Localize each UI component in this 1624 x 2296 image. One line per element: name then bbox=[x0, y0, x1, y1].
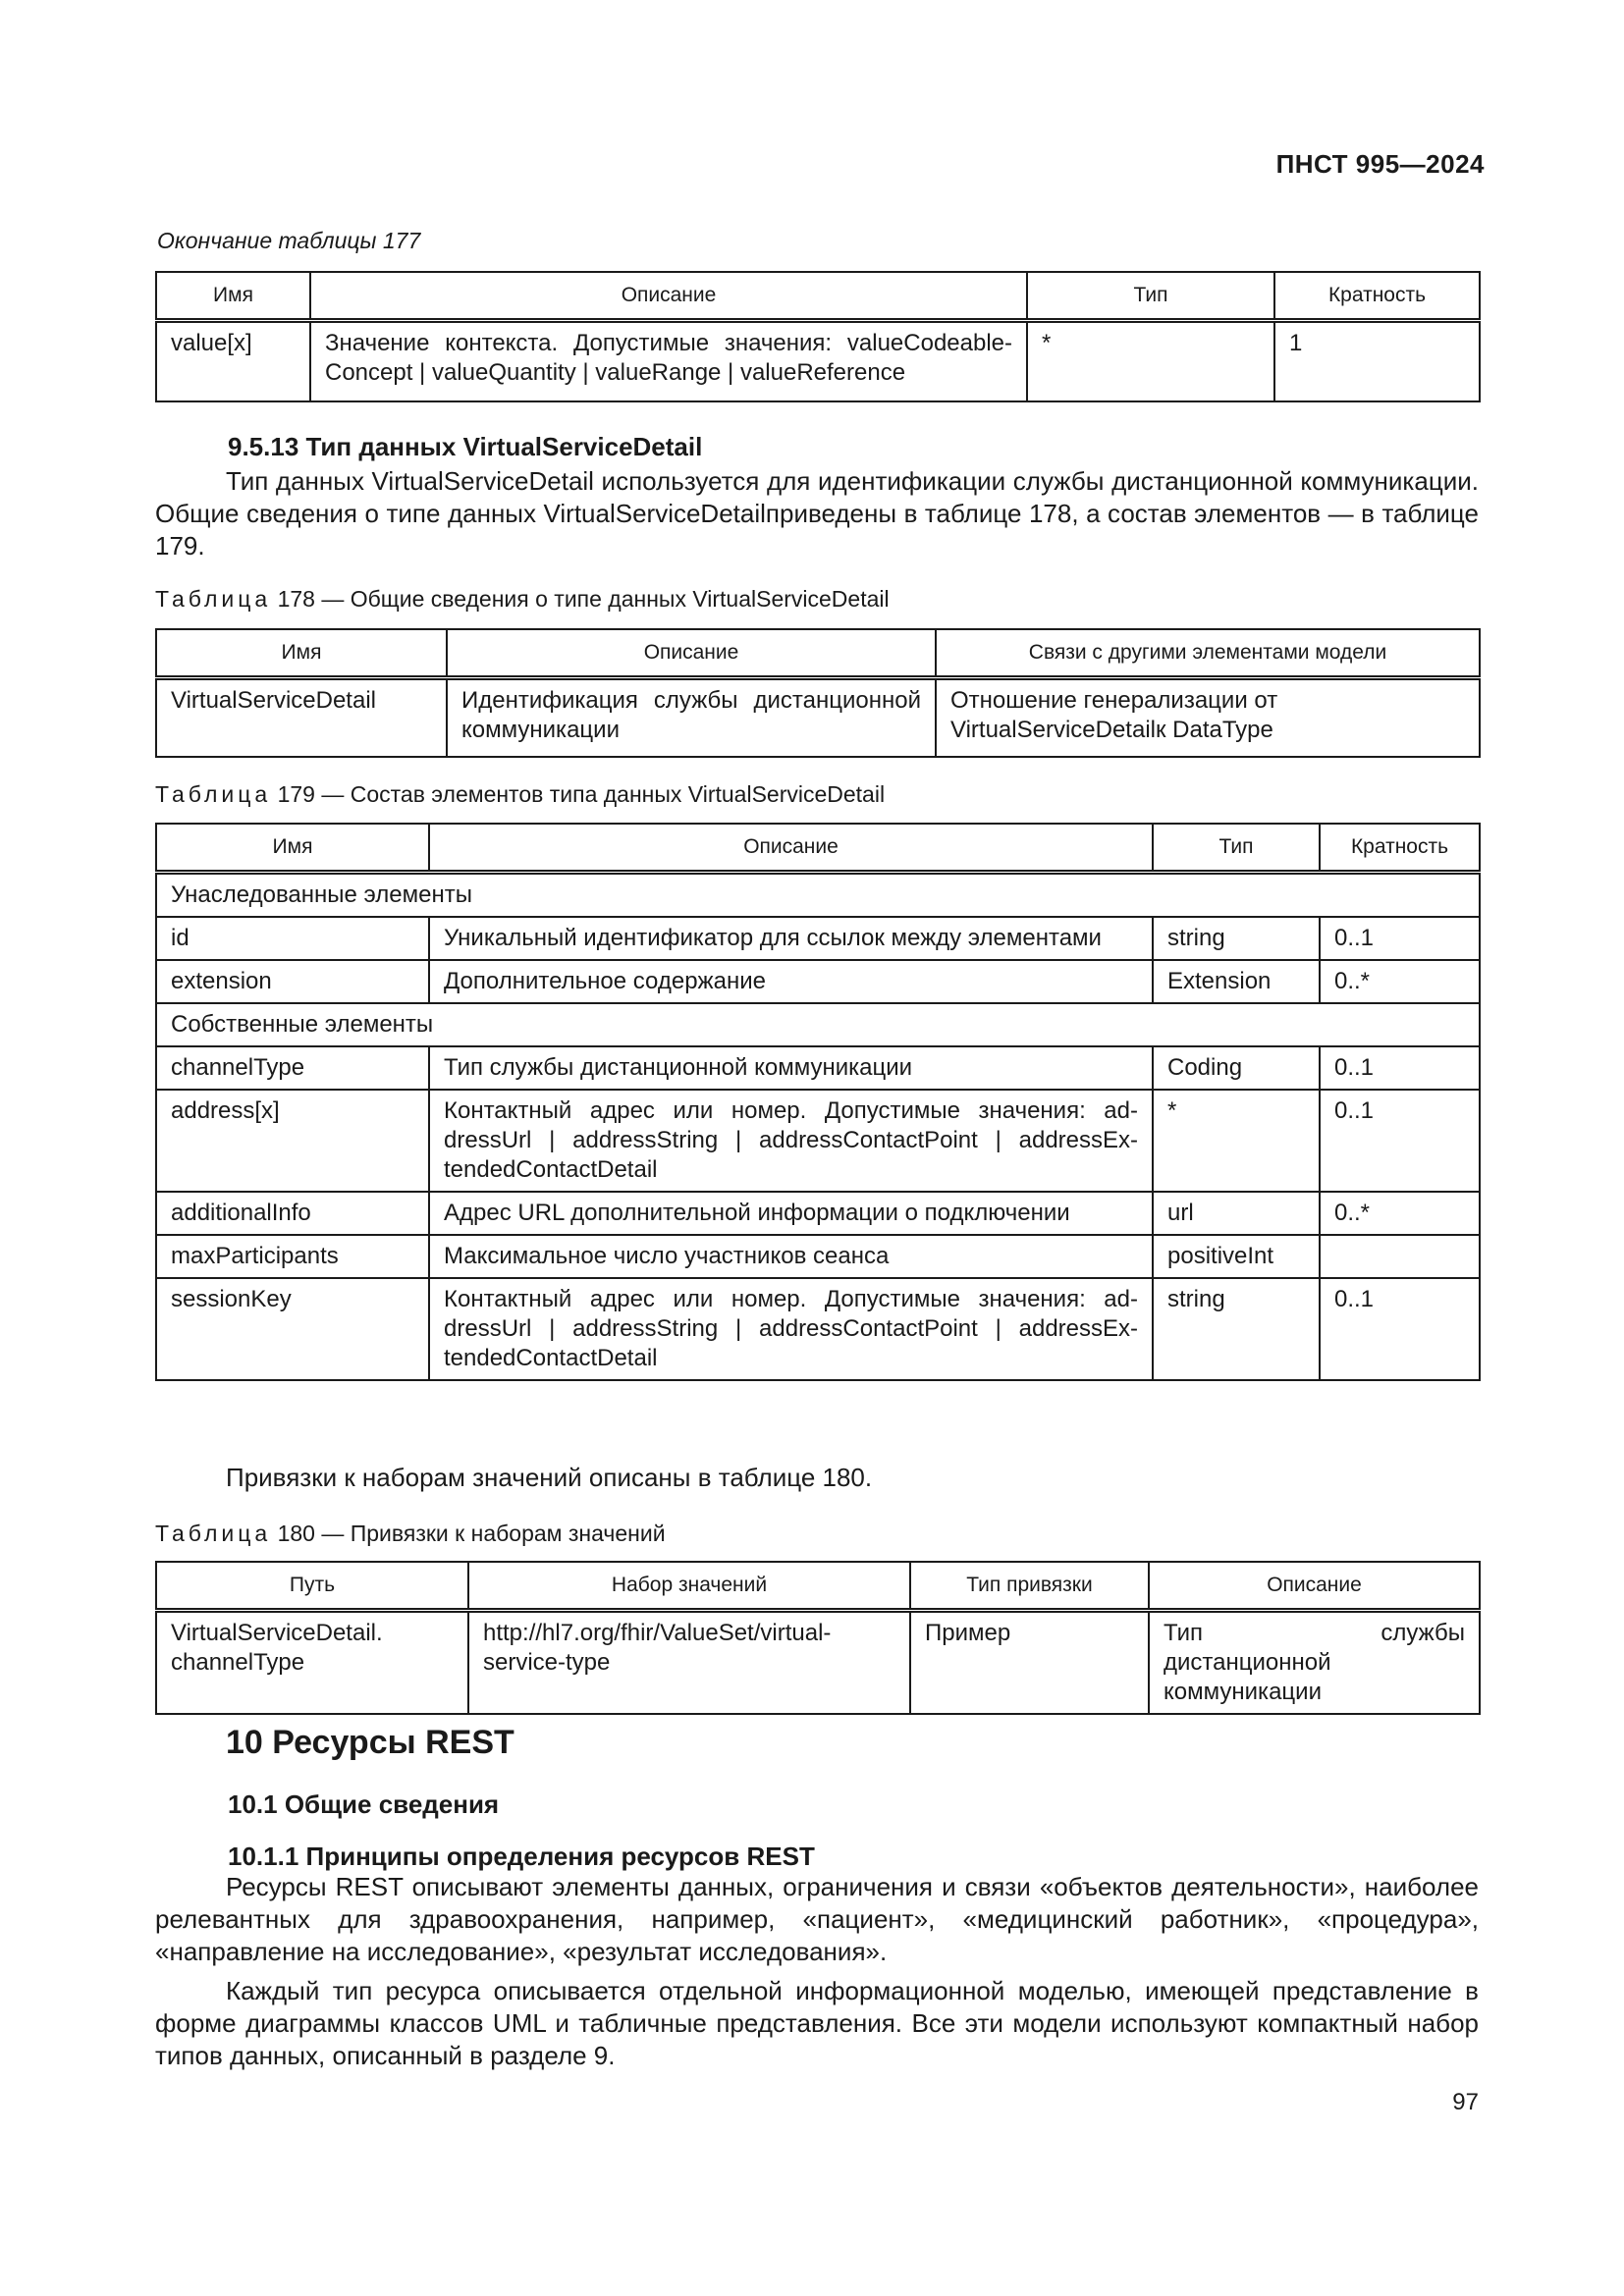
section-heading-10: 10 Ресурсы REST bbox=[226, 1724, 514, 1761]
column-header: Описание bbox=[447, 629, 936, 678]
group-row bbox=[156, 873, 1480, 918]
table-header-row bbox=[156, 824, 1480, 873]
cell-cardinality: 0..1 bbox=[1320, 1046, 1480, 1090]
table-row bbox=[156, 321, 1480, 401]
cell-type: positiveInt bbox=[1153, 1235, 1320, 1278]
page-number: 97 bbox=[1452, 2089, 1479, 2115]
table-header-row bbox=[156, 1562, 1480, 1611]
table-177 bbox=[155, 271, 1481, 402]
bindings-note: Привязки к наборам значений описаны в таблице 180. bbox=[226, 1463, 873, 1492]
table-180-caption: Таблица 180 — Привязки к наборам значений bbox=[155, 1521, 666, 1546]
document-code: ПНСТ 995—2024 bbox=[1275, 149, 1485, 179]
cell-cardinality: 0..* bbox=[1320, 960, 1480, 1003]
column-header: Связи с другими элементами модели bbox=[936, 629, 1480, 678]
table-180 bbox=[155, 1561, 1481, 1715]
section-9-5-13-text: Тип данных VirtualServiceDetail используется для идентификации службы дистанционной коммуникации. Общие сведения о типе данных VirtualServiceDetailприведены в таблице 178, а состав элементов — в таблице 179. bbox=[155, 466, 1479, 561]
group-label-own: Собственные элементы bbox=[156, 1003, 1480, 1046]
section-10-paragraph-1: Ресурсы REST описывают элементы данных, ограничения и связи «объектов деятельности», наиболее релевантных для здравоохранения, например, «пациент», «медицинский работник», «процедура», «направление на исследование», «результат исследования». bbox=[155, 1872, 1479, 1966]
section-10-paragraph-2: Каждый тип ресурса описывается отдельной информационной моделью, имеющей представление в форме диаграммы классов UML и табличные представления. Все эти модели используют компактный набор типов данных, описанный в разделе 9. bbox=[155, 1976, 1479, 2070]
cell-type: Extension bbox=[1153, 960, 1320, 1003]
column-header: Тип привязки bbox=[910, 1562, 1149, 1611]
table-row bbox=[156, 917, 1480, 960]
cell-description: Идентификация службы дистанционной коммуникации bbox=[447, 678, 936, 757]
cell-description: Адрес URL дополнительной информации о подключении bbox=[429, 1192, 1153, 1235]
cell-path: VirtualServiceDetail. channelType bbox=[156, 1611, 468, 1715]
cell-cardinality bbox=[1320, 1235, 1480, 1278]
column-header: Набор значений bbox=[468, 1562, 910, 1611]
cell-name: channelType bbox=[156, 1046, 429, 1090]
cell-name: extension bbox=[156, 960, 429, 1003]
table-179 bbox=[155, 823, 1481, 1381]
cell-description: Тип службы дистанционной коммуникации bbox=[429, 1046, 1153, 1090]
cell-description: Уникальный идентификатор для ссылок между элементами bbox=[429, 917, 1153, 960]
cell-type: string bbox=[1153, 1278, 1320, 1380]
cell-name: value[x] bbox=[156, 321, 310, 401]
group-label-inherited: Унаследованные элементы bbox=[156, 873, 1480, 918]
table-178-caption: Таблица 178 — Общие сведения о типе данных VirtualServiceDetail bbox=[155, 586, 890, 612]
cell-type: * bbox=[1153, 1090, 1320, 1192]
cell-description: Контактный адрес или номер. Допустимые значения: ad-dressUrl | addressString | addressContactPoint | addressEx-tendedContactDetail bbox=[429, 1278, 1153, 1380]
table-header-row bbox=[156, 272, 1480, 321]
cell-type: url bbox=[1153, 1192, 1320, 1235]
cell-binding-type: Пример bbox=[910, 1611, 1149, 1715]
cell-cardinality: 1 bbox=[1274, 321, 1480, 401]
cell-cardinality: 0..1 bbox=[1320, 1278, 1480, 1380]
section-heading-9-5-13: 9.5.13 Тип данных VirtualServiceDetail bbox=[228, 432, 703, 461]
column-header: Описание bbox=[429, 824, 1153, 873]
cell-name: sessionKey bbox=[156, 1278, 429, 1380]
cell-links: Отношение генерализации от VirtualServiceDetailк DataType bbox=[936, 678, 1480, 757]
column-header: Путь bbox=[156, 1562, 468, 1611]
cell-description: Значение контекста. Допустимые значения: valueCodeable-Concept | valueQuantity | valueRange | valueReference bbox=[310, 321, 1027, 401]
cell-description: Дополнительное содержание bbox=[429, 960, 1153, 1003]
cell-type: * bbox=[1027, 321, 1274, 401]
table-179-caption: Таблица 179 — Состав элементов типа данных VirtualServiceDetail bbox=[155, 781, 886, 807]
table-header-row bbox=[156, 629, 1480, 678]
cell-description: Контактный адрес или номер. Допустимые значения: ad-dressUrl | addressString | addressContactPoint | addressEx-tendedContactDetail bbox=[429, 1090, 1153, 1192]
cell-type: Coding bbox=[1153, 1046, 1320, 1090]
column-header: Описание bbox=[1149, 1562, 1480, 1611]
cell-name: address[x] bbox=[156, 1090, 429, 1192]
table-178 bbox=[155, 628, 1481, 758]
column-header: Описание bbox=[310, 272, 1027, 321]
column-header: Кратность bbox=[1274, 272, 1480, 321]
cell-type: string bbox=[1153, 917, 1320, 960]
cell-name: VirtualServiceDetail bbox=[156, 678, 447, 757]
table-row bbox=[156, 960, 1480, 1003]
section-heading-10-1: 10.1 Общие сведения bbox=[228, 1789, 500, 1819]
table-continuation-label: Окончание таблицы 177 bbox=[157, 228, 421, 253]
cell-description: Максимальное число участников сеанса bbox=[429, 1235, 1153, 1278]
table-row bbox=[156, 1278, 1480, 1380]
table-row bbox=[156, 1090, 1480, 1192]
table-row bbox=[156, 1235, 1480, 1278]
section-heading-10-1-1: 10.1.1 Принципы определения ресурсов REST bbox=[228, 1842, 815, 1871]
column-header: Тип bbox=[1153, 824, 1320, 873]
cell-name: id bbox=[156, 917, 429, 960]
table-row bbox=[156, 1611, 1480, 1715]
cell-cardinality: 0..* bbox=[1320, 1192, 1480, 1235]
group-row bbox=[156, 1003, 1480, 1046]
column-header: Кратность bbox=[1320, 824, 1480, 873]
column-header: Имя bbox=[156, 824, 429, 873]
column-header: Тип bbox=[1027, 272, 1274, 321]
table-row bbox=[156, 678, 1480, 757]
cell-name: additionalInfo bbox=[156, 1192, 429, 1235]
cell-valueset: http://hl7.org/fhir/ValueSet/virtual-service-type bbox=[468, 1611, 910, 1715]
cell-cardinality: 0..1 bbox=[1320, 1090, 1480, 1192]
column-header: Имя bbox=[156, 272, 310, 321]
table-row bbox=[156, 1046, 1480, 1090]
table-row bbox=[156, 1192, 1480, 1235]
column-header: Имя bbox=[156, 629, 447, 678]
cell-name: maxParticipants bbox=[156, 1235, 429, 1278]
cell-description: Тип службы дистанционной коммуникации bbox=[1149, 1611, 1480, 1715]
cell-cardinality: 0..1 bbox=[1320, 917, 1480, 960]
